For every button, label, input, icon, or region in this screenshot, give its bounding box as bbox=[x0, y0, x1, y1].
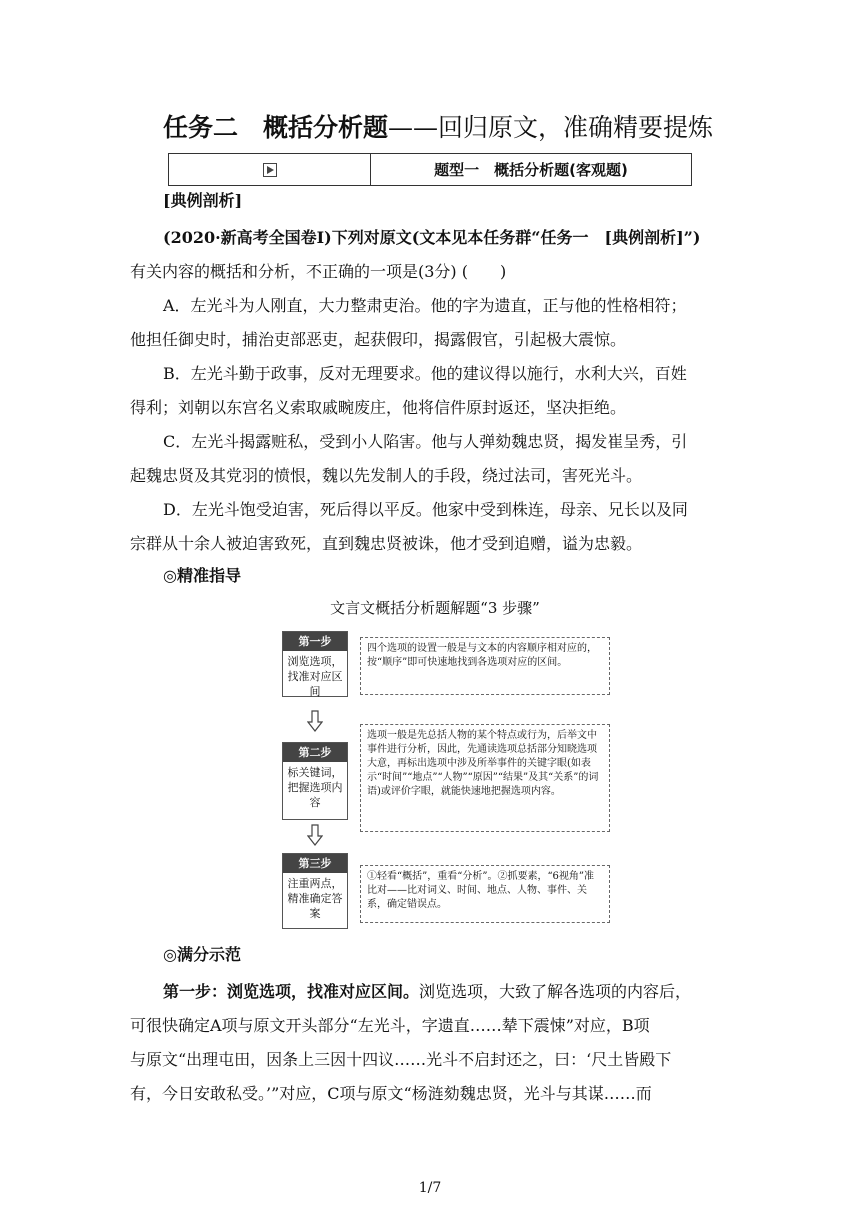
option-c-line-1: C．左光斗揭露赃私，受到小人陷害。他与人弹劾魏忠贤，揭发崔呈秀，引 bbox=[163, 432, 688, 451]
option-d-line-1: D．左光斗饱受迫害，死后得以平反。他家中受到株连，母亲、兄长以及同 bbox=[163, 500, 688, 519]
step-3-box bbox=[282, 853, 348, 929]
option-a-line-2: 他担任御史时，捕治吏部恶吏，起获假印，揭露假官，引起极大震惊。 bbox=[130, 330, 627, 349]
banner-label: 题型一 概括分析题(客观题) bbox=[434, 161, 628, 179]
title-main: 任务二 概括分析题 bbox=[163, 113, 389, 142]
step-1-box bbox=[282, 631, 348, 697]
option-d-line-2: 宗群从十余人被迫害致死，直到魏忠贤被诛，他才受到追赠，谥为忠毅。 bbox=[130, 534, 643, 553]
step-1-head: 第一步 bbox=[283, 632, 347, 651]
diagram-title: 文言文概括分析题解题“3 步骤” bbox=[330, 599, 540, 617]
answer-line-2: 可很快确定A项与原文开头部分“左光斗，字遗直……辇下震悚”对应，B项 bbox=[130, 1016, 650, 1035]
guidance-heading: ◎精准指导 bbox=[163, 566, 241, 585]
step-2-box bbox=[282, 742, 348, 820]
step-2-note: 选项一般是先总括人物的某个特点或行为，后举文中事件进行分析，因此，先通读选项总括部分知晓选项大意，再标出选项中涉及所举事件的关键字眼(如表示“时间”“地点”“人物”“原因”“结果”及其“关系”的词语)或评价字眼，就能快速地把握选项内容。 bbox=[360, 724, 610, 832]
option-b-line-2: 得利；刘朝以东宫名义索取戚畹废庄，他将信件原封返还，坚决拒绝。 bbox=[130, 398, 627, 417]
step-3-body: 注重两点，精准确定答案 bbox=[287, 877, 343, 920]
option-a-line-1: A．左光斗为人刚直，大力整肃吏治。他的字为遗直，正与他的性格相符； bbox=[163, 296, 687, 315]
answer-line-1 bbox=[163, 982, 743, 1002]
title-rest: ——回归原文，准确精要提炼 bbox=[388, 113, 714, 142]
play-icon[interactable] bbox=[263, 163, 277, 177]
option-c-line-2: 起魏忠贤及其党羽的愤恨，魏以先发制人的手段，绕过法司，害死光斗。 bbox=[130, 466, 643, 485]
page-number: 1/7 bbox=[418, 1180, 442, 1196]
step-3-note: ①轻看“概括”，重看“分析”。②抓要素，“6视角”准比对——比对词义、时间、地点、人物、事件、关系，确定错误点。 bbox=[360, 865, 610, 923]
answer-line-3: 与原文“出理屯田，因条上三因十四议……光斗不启封还之，曰：‘尺土皆殿下 bbox=[130, 1050, 672, 1069]
down-arrow-icon bbox=[307, 824, 323, 846]
answer-line-1-text: 浏览选项，大致了解各选项的内容后， bbox=[419, 982, 692, 1001]
section-heading: [典例剖析] bbox=[163, 191, 243, 210]
down-arrow-icon bbox=[307, 710, 323, 732]
question-line-2: 有关内容的概括和分析，不正确的一项是(3分) ( ) bbox=[130, 262, 507, 281]
step-1-note: 四个选项的设置一般是与文本的内容顺序相对应的，按“顺序”即可快速地找到各选项对应的区间。 bbox=[360, 637, 610, 695]
banner-icon-cell bbox=[169, 154, 371, 185]
step-3-head: 第三步 bbox=[283, 854, 347, 873]
option-b-line-1: B．左光斗勤于政事，反对无理要求。他的建议得以施行，水利大兴，百姓 bbox=[163, 364, 687, 383]
section-banner bbox=[168, 153, 692, 186]
answer-line-4: 有，今日安敢私受。’”对应，C项与原文“杨涟劾魏忠贤，光斗与其谋……而 bbox=[130, 1084, 652, 1103]
answer-step-label: 第一步：浏览选项，找准对应区间。 bbox=[163, 982, 420, 1001]
question-line-1: (2020·新高考全国卷Ⅰ)下列对原文(文本见本任务群“任务一 [典例剖析]”) bbox=[163, 228, 701, 247]
step-1-body: 浏览选项，找准对应区间 bbox=[287, 655, 343, 698]
page-title bbox=[163, 108, 713, 144]
step-2-head: 第二步 bbox=[283, 743, 347, 762]
step-2-body: 标关键词，把握选项内容 bbox=[287, 766, 343, 809]
sample-heading: ◎满分示范 bbox=[163, 945, 241, 964]
